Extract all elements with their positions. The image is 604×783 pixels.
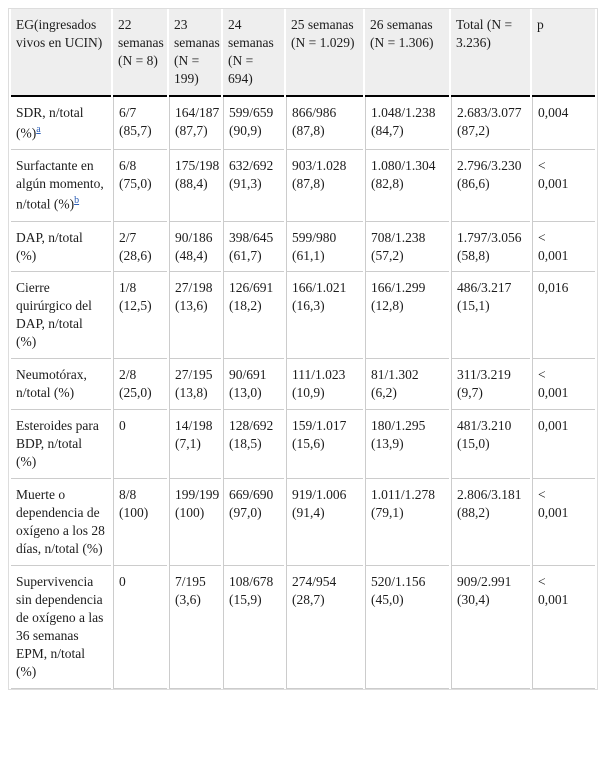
header-row xyxy=(11,9,595,97)
table-cell: 1.797/3.056 (58,8) xyxy=(451,222,530,273)
table-row-neumotorax xyxy=(11,359,595,410)
table-cell: 866/986 (87,8) xyxy=(286,97,363,150)
column-header-24-semanas: 24 semanas (N = 694) xyxy=(223,9,284,97)
table-cell: 0 xyxy=(113,410,167,479)
row-label: DAP, n/total (%) xyxy=(11,222,111,273)
table-cell: 2.806/3.181 (88,2) xyxy=(451,479,530,566)
row-label-text: Surfactante en algún momento, n/total (%) xyxy=(16,158,104,212)
table-row-muerte-dependencia xyxy=(11,479,595,566)
table-cell: 919/1.006 (91,4) xyxy=(286,479,363,566)
table-cell: 1.080/1.304 (82,8) xyxy=(365,150,449,221)
p-value-cell: 0,001 xyxy=(532,410,595,479)
table-cell: 180/1.295 (13,9) xyxy=(365,410,449,479)
table-cell: 311/3.219 (9,7) xyxy=(451,359,530,410)
table-cell: 909/2.991 (30,4) xyxy=(451,566,530,689)
table-cell: 90/186 (48,4) xyxy=(169,222,221,273)
table-cell: 481/3.210 (15,0) xyxy=(451,410,530,479)
table-cell: 8/8 (100) xyxy=(113,479,167,566)
p-value-cell: < 0,001 xyxy=(532,150,595,221)
table-cell: 111/1.023 (10,9) xyxy=(286,359,363,410)
table-cell: 126/691 (18,2) xyxy=(223,272,284,359)
row-label: Supervivencia sin dependencia de oxígeno a las 36 semanas EPM, n/total (%) xyxy=(11,566,111,689)
row-label: Esteroides para BDP, n/total (%) xyxy=(11,410,111,479)
footnote-link-a[interactable]: a xyxy=(36,123,41,135)
table-cell: 27/198 (13,6) xyxy=(169,272,221,359)
table-cell: 398/645 (61,7) xyxy=(223,222,284,273)
column-header-total: Total (N = 3.236) xyxy=(451,9,530,97)
table-row-surfactante xyxy=(11,150,595,221)
footnote-superscript xyxy=(74,194,79,206)
table-cell: 108/678 (15,9) xyxy=(223,566,284,689)
table-cell: 1/8 (12,5) xyxy=(113,272,167,359)
table-cell: 27/195 (13,8) xyxy=(169,359,221,410)
column-header-26-semanas: 26 semanas (N = 1.306) xyxy=(365,9,449,97)
table-cell: 486/3.217 (15,1) xyxy=(451,272,530,359)
table-cell: 2/8 (25,0) xyxy=(113,359,167,410)
p-value-cell: 0,016 xyxy=(532,272,595,359)
table-row-sdr xyxy=(11,97,595,150)
column-header-22-semanas: 22 semanas (N = 8) xyxy=(113,9,167,97)
table-cell: 708/1.238 (57,2) xyxy=(365,222,449,273)
table-cell: 599/980 (61,1) xyxy=(286,222,363,273)
p-value-cell: < 0,001 xyxy=(532,359,595,410)
table-cell: 6/7 (85,7) xyxy=(113,97,167,150)
p-value-cell: < 0,001 xyxy=(532,222,595,273)
table-cell: 903/1.028 (87,8) xyxy=(286,150,363,221)
outcomes-table xyxy=(8,8,598,690)
row-label xyxy=(11,97,111,150)
p-value-cell: < 0,001 xyxy=(532,479,595,566)
column-header-p: p xyxy=(532,9,595,97)
table-cell: 599/659 (90,9) xyxy=(223,97,284,150)
table-cell: 6/8 (75,0) xyxy=(113,150,167,221)
table-cell: 175/198 (88,4) xyxy=(169,150,221,221)
row-label: Neumotórax, n/total (%) xyxy=(11,359,111,410)
table-cell: 159/1.017 (15,6) xyxy=(286,410,363,479)
table-cell: 81/1.302 (6,2) xyxy=(365,359,449,410)
column-header-25-semanas: 25 semanas (N = 1.029) xyxy=(286,9,363,97)
table-cell: 90/691 (13,0) xyxy=(223,359,284,410)
row-label: Cierre quirúrgico del DAP, n/total (%) xyxy=(11,272,111,359)
table-cell: 166/1.299 (12,8) xyxy=(365,272,449,359)
column-header-eg: EG(ingresados vivos en UCIN) xyxy=(11,9,111,97)
footnote-link-b[interactable]: b xyxy=(74,195,80,207)
p-value-cell: 0,004 xyxy=(532,97,595,150)
table-row-esteroides xyxy=(11,410,595,479)
table-cell: 2.683/3.077 (87,2) xyxy=(451,97,530,150)
table-cell: 128/692 (18,5) xyxy=(223,410,284,479)
p-value-cell: < 0,001 xyxy=(532,566,595,689)
table-cell: 199/199 (100) xyxy=(169,479,221,566)
table-cell: 1.048/1.238 (84,7) xyxy=(365,97,449,150)
table-row-cierre-quirurgico xyxy=(11,272,595,359)
table-cell: 2.796/3.230 (86,6) xyxy=(451,150,530,221)
row-label xyxy=(11,150,111,221)
table-cell: 520/1.156 (45,0) xyxy=(365,566,449,689)
row-label: Muerte o dependencia de oxígeno a los 28 días, n/total (%) xyxy=(11,479,111,566)
table-cell: 166/1.021 (16,3) xyxy=(286,272,363,359)
column-header-23-semanas: 23 semanas (N = 199) xyxy=(169,9,221,97)
row-label-text: SDR, n/total (%) xyxy=(16,104,84,141)
table-cell: 2/7 (28,6) xyxy=(113,222,167,273)
table-cell: 164/187 (87,7) xyxy=(169,97,221,150)
table-cell: 14/198 (7,1) xyxy=(169,410,221,479)
table-row-supervivencia xyxy=(11,566,595,689)
table-cell: 274/954 (28,7) xyxy=(286,566,363,689)
table-cell: 632/692 (91,3) xyxy=(223,150,284,221)
footnote-superscript xyxy=(36,123,40,135)
table-cell: 0 xyxy=(113,566,167,689)
table-cell: 669/690 (97,0) xyxy=(223,479,284,566)
table-row-dap xyxy=(11,222,595,273)
table-cell: 7/195 (3,6) xyxy=(169,566,221,689)
table-cell: 1.011/1.278 (79,1) xyxy=(365,479,449,566)
